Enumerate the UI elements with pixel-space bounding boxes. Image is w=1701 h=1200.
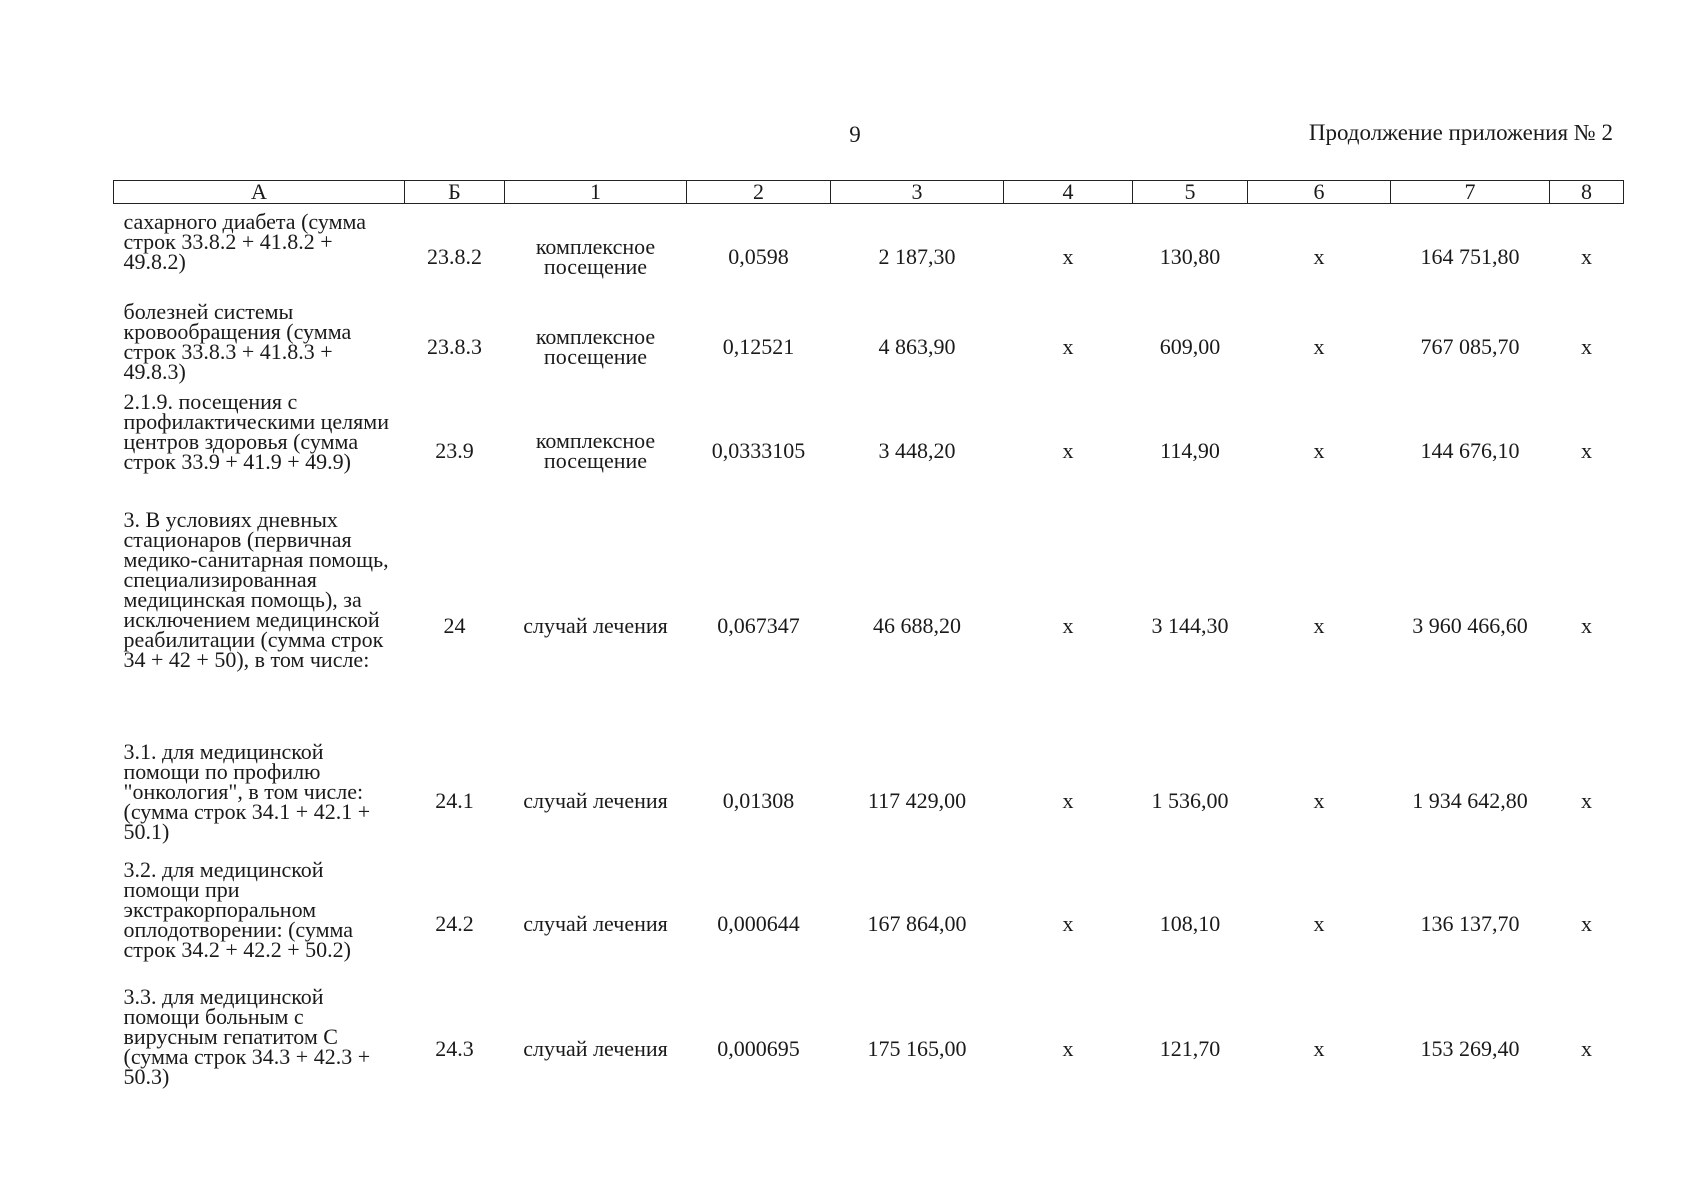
row-unit: случай лечения <box>523 1036 668 1061</box>
row-unit: комплексное посещение <box>535 428 656 473</box>
cell-col-3: 167 864,00 <box>867 910 967 936</box>
cell-col-4: х <box>1062 438 1074 463</box>
row-code: 24.2 <box>435 910 474 936</box>
row-name: болезней системы кровообращения (сумма строк 33.8.3 + 41.8.3 + 49.8.3) <box>123 299 352 384</box>
row-name: 3.2. для медицинской помощи при экстракорпоральном оплодотворении: (сумма строк 34.2 + 42.2 + 50.2) <box>123 857 354 962</box>
cell-col-5: 3 144,30 <box>1151 613 1229 638</box>
cell-col-4: х <box>1062 244 1074 269</box>
cell-col-6: х <box>1313 1036 1325 1061</box>
cell-col-6: х <box>1313 910 1325 936</box>
cell-col-7: 767 085,70 <box>1420 334 1520 359</box>
cell-col-5: 121,70 <box>1159 1036 1221 1061</box>
row-name: 3.3. для медицинской помощи больным с вирусным гепатитом С (сумма строк 34.3 + 42.3 + 50.3) <box>123 984 371 1089</box>
cell-col-7: 144 676,10 <box>1420 438 1520 463</box>
cell-col-7: 3 960 466,60 <box>1412 613 1528 638</box>
cell-col-2: 0,0333105 <box>711 438 806 463</box>
table-row <box>114 302 1624 392</box>
cell-col-8: х <box>1581 910 1592 936</box>
cell-col-5: 130,80 <box>1159 244 1221 269</box>
cell-col-8: х <box>1581 438 1592 463</box>
column-header-6: 6 <box>1248 181 1391 204</box>
cell-col-3: 4 863,90 <box>878 334 956 359</box>
column-header-2: 2 <box>687 181 831 204</box>
cell-col-3: 2 187,30 <box>878 244 956 269</box>
column-header-5: 5 <box>1133 181 1248 204</box>
column-header-7: 7 <box>1391 181 1550 204</box>
cell-col-4: х <box>1062 613 1074 638</box>
row-code: 24.3 <box>435 1036 474 1061</box>
cell-col-7: 136 137,70 <box>1420 910 1520 936</box>
cell-col-5: 114,90 <box>1160 438 1220 463</box>
row-code: 23.8.3 <box>427 334 482 359</box>
row-unit: комплексное посещение <box>535 324 656 369</box>
column-header-4: 4 <box>1004 181 1133 204</box>
cell-col-4: х <box>1062 1036 1074 1061</box>
cell-col-6: х <box>1313 613 1325 638</box>
row-name: 3.1. для медицинской помощи по профилю "онкология", в том числе: (сумма строк 34.1 + 42.1 + 50.1) <box>123 739 371 844</box>
data-table <box>113 180 1624 1111</box>
row-unit: случай лечения <box>523 910 668 936</box>
column-header-8: 8 <box>1550 181 1624 204</box>
cell-col-5: 108,10 <box>1159 910 1221 936</box>
cell-col-6: х <box>1313 334 1325 359</box>
cell-col-8: х <box>1581 244 1592 269</box>
cell-col-3: 175 165,00 <box>867 1036 967 1061</box>
cell-col-7: 1 934 642,80 <box>1412 788 1528 813</box>
cell-col-8: х <box>1581 788 1592 813</box>
cell-col-2: 0,0598 <box>728 244 789 269</box>
column-header-a: А <box>114 181 405 204</box>
table-body <box>114 204 1624 1112</box>
table-row <box>114 742 1624 860</box>
cell-col-4: х <box>1062 910 1074 936</box>
row-name: 2.1.9. посещения с профилактическими целями центров здоровья (сумма строк 33.9 + 41.9 + 49.9) <box>123 389 389 474</box>
cell-col-2: 0,12521 <box>722 334 795 359</box>
cell-col-5: 609,00 <box>1159 334 1221 359</box>
row-unit: комплексное посещение <box>535 234 656 279</box>
cell-col-2: 0,067347 <box>717 613 800 638</box>
row-code: 24 <box>443 613 466 638</box>
table-row <box>114 987 1624 1111</box>
cell-col-6: х <box>1313 438 1325 463</box>
cell-col-7: 153 269,40 <box>1420 1036 1520 1061</box>
table-row <box>114 204 1624 303</box>
cell-col-6: х <box>1313 244 1325 269</box>
column-header-3: 3 <box>831 181 1004 204</box>
cell-col-3: 3 448,20 <box>878 438 956 463</box>
row-unit: случай лечения <box>523 788 668 813</box>
table-row <box>114 510 1624 742</box>
cell-col-4: х <box>1062 788 1074 813</box>
table-header <box>114 181 1624 204</box>
row-code: 24.1 <box>435 788 474 813</box>
column-header-b: Б <box>405 181 505 204</box>
cell-col-4: х <box>1062 334 1074 359</box>
table-row <box>114 392 1624 510</box>
row-unit: случай лечения <box>523 613 668 638</box>
cell-col-3: 46 688,20 <box>873 613 961 638</box>
row-code: 23.8.2 <box>427 244 482 269</box>
cell-col-6: х <box>1313 788 1325 813</box>
cell-col-2: 0,000695 <box>717 1036 800 1061</box>
cell-col-5: 1 536,00 <box>1151 788 1229 813</box>
appendix-continuation-label: Продолжение приложения № 2 <box>1308 120 1613 145</box>
row-code: 23.9 <box>435 438 474 463</box>
page-number: 9 <box>849 122 861 147</box>
cell-col-8: х <box>1581 1036 1592 1061</box>
row-name: 3. В условиях дневных стационаров (первичная медико-санитарная помощь, специализированная медицинская помощь), за исключением медицинской реабилитации (сумма строк 34 + 42 + 50), в том числе: <box>123 507 389 672</box>
table-row <box>114 860 1624 987</box>
row-name: сахарного диабета (сумма строк 33.8.2 + 41.8.2 + 49.8.2) <box>123 209 367 274</box>
cell-col-3: 117 429,00 <box>867 788 967 813</box>
cell-col-2: 0,000644 <box>717 910 800 936</box>
cell-col-8: х <box>1581 613 1592 638</box>
header-row <box>114 181 1624 204</box>
cell-col-8: х <box>1581 334 1592 359</box>
cell-col-7: 164 751,80 <box>1420 244 1520 269</box>
cell-col-2: 0,01308 <box>722 788 795 813</box>
column-header-1: 1 <box>505 181 687 204</box>
